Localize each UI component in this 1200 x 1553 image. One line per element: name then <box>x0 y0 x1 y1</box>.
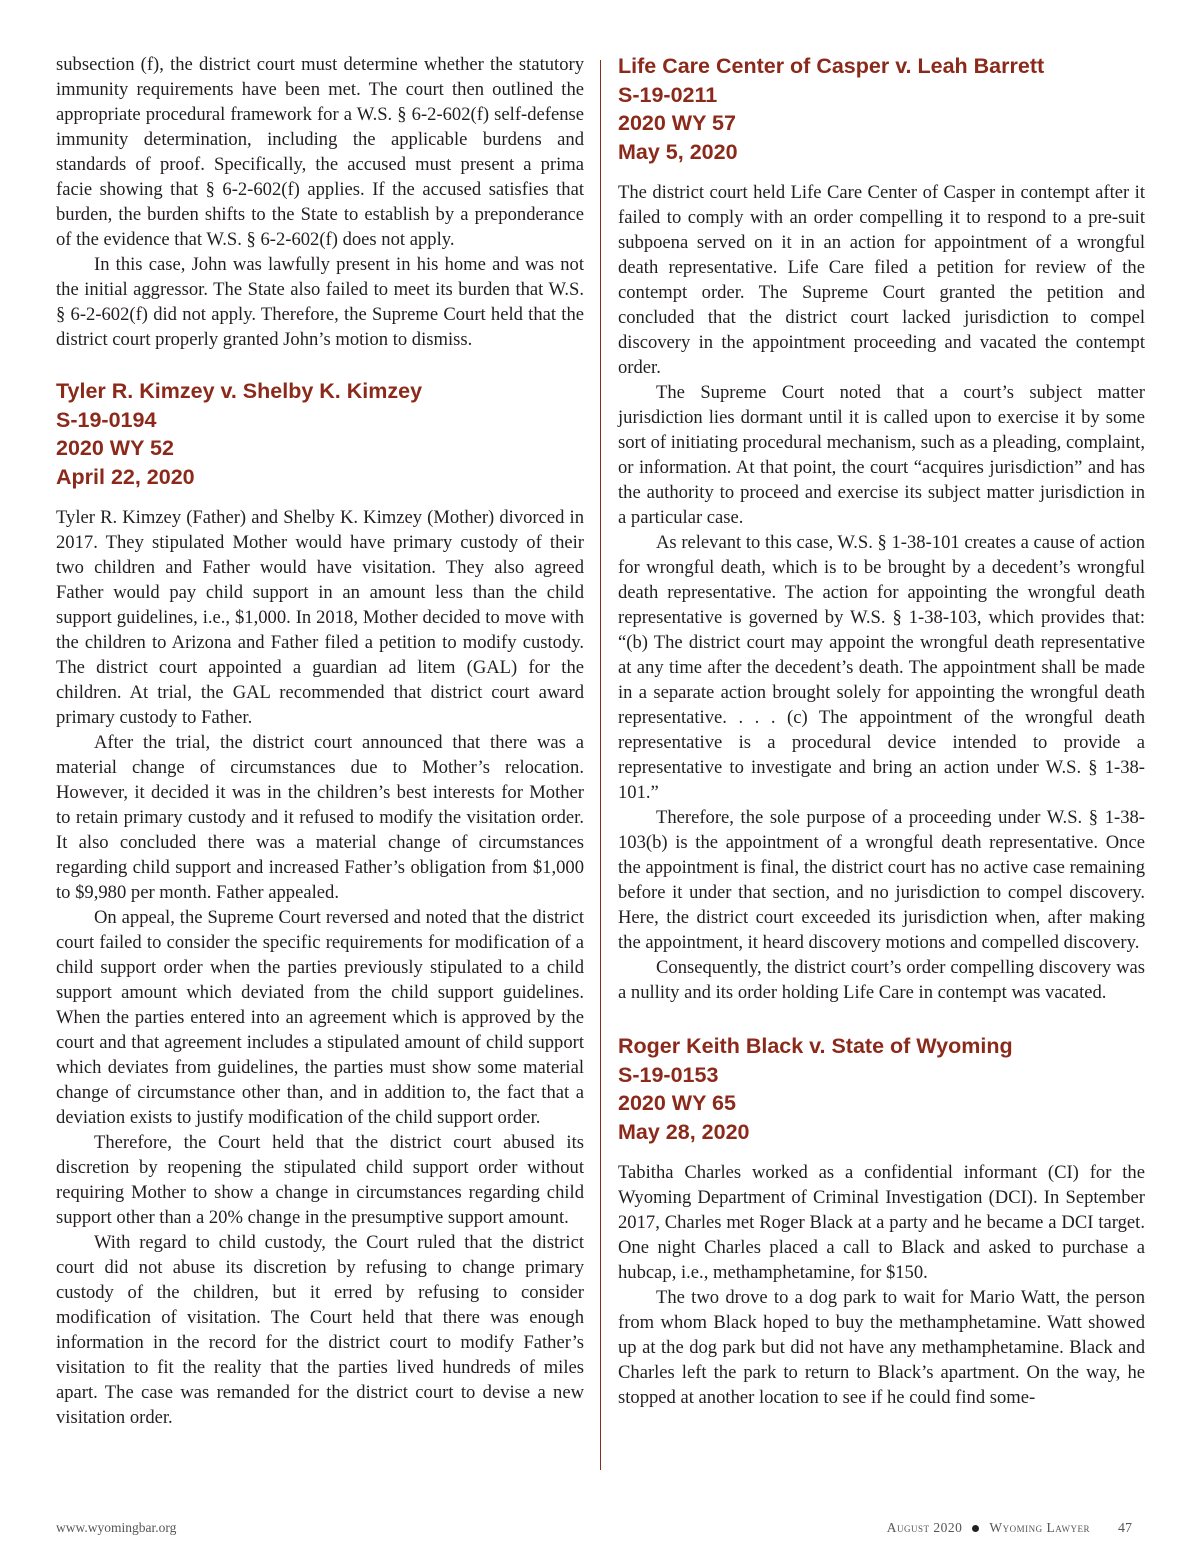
right-column <box>618 52 1145 1410</box>
paragraph: The Supreme Court noted that a court’s subject matter jurisdiction lies dormant until it is called upon to exercise it by some sort of initiating procedural mechanism, such as a pleading, complaint, or information. At that point, the court “acquires jurisdiction” and has the authority to proceed and exercise its subject matter jurisdiction in a particular case. <box>618 382 1145 528</box>
paragraph: Tabitha Charles worked as a confidential informant (CI) for the Wyoming Department of Criminal Investigation (DCI). In September 2017, Charles met Roger Black at a party and he became a DCI target. One night Charles placed a call to Black and asked to purchase a hubcap, i.e., methamphetamine, for $150. <box>618 1162 1145 1283</box>
case-docket: S-19-0153 <box>618 1062 719 1087</box>
paragraph: With regard to child custody, the Court ruled that the district court did not abuse its discretion by refusing to change primary custody of the children, but it erred by refusing to consider modification of visitation. The Court held that there was enough information in the record for the district court to modify Father’s visitation to fit the reality that the parties lived hundreds of miles apart. The case was remanded for the district court to devise a new visitation order. <box>56 1232 584 1428</box>
footer-publication: Wyoming Lawyer <box>989 1520 1090 1535</box>
case-docket: S-19-0194 <box>56 407 157 432</box>
page-number: 47 <box>1118 1521 1132 1536</box>
case-summary-kimzey <box>56 377 584 1430</box>
case-docket: S-19-0211 <box>618 82 718 107</box>
case-summary-life-care <box>618 52 1145 1005</box>
paragraph: As relevant to this case, W.S. § 1-38-101 creates a cause of action for wrongful death, which is to be brought by a decedent’s wrongful death representative. The action for appointing the wrongful death representative is governed by W.S. § 1-38-103, which provides that: “(b) The district court may appoint the wrongful death representative at any time after the decedent’s death. The appointment shall be made in a separate action brought solely for appointing the wrongful death representative. . . . (c) The appointment of the wrongful death representative is a procedural device intended to provide a representative to investigate and bring an action under W.S. § 1-38-101.” <box>618 532 1145 803</box>
paragraph: The two drove to a dog park to wait for Mario Watt, the person from whom Black hoped to buy the methamphetamine. Watt showed up at the dog park but did not have any methamphetamine. Black and Charles left the park to return to Black’s apartment. On the way, he stopped at another location to see if he could find some- <box>618 1287 1145 1408</box>
paragraph: Tyler R. Kimzey (Father) and Shelby K. Kimzey (Mother) divorced in 2017. They stipulated Mother would have primary custody of their two children and Father would have visitation. They also agreed Father would pay child support in an amount less than the child support guidelines, i.e., $1,000. In 2018, Mother decided to move with the children to Arizona and Father filed a petition to modify custody. The district court appointed a guardian ad litem (GAL) for the children. At trial, the GAL recommended that district court award primary custody to Father. <box>56 507 584 728</box>
footer-month: August 2020 <box>886 1520 963 1535</box>
paragraph: subsection (f), the district court must determine whether the statutory immunity requirements have been met. The court then outlined the appropriate procedural framework for a W.S. § 6-2-602(f) self-defense immunity determination, including the applicable burdens and standards of proof. Specifically, the accused must present a prima facie showing that § 6-2-602(f) applies. If the accused satisfies that burden, the burden shifts to the State to establish by a preponderance of the evidence that W.S. § 6-2-602(f) does not apply. <box>56 54 584 250</box>
page-footer <box>56 1520 1144 1540</box>
case-citation: 2020 WY 57 <box>618 111 736 135</box>
paragraph: In this case, John was lawfully present in his home and was not the initial aggressor. The State also failed to meet its burden that W.S. § 6-2-602(f) did not apply. Therefore, the Supreme Court held that the district court properly granted John’s motion to dismiss. <box>56 254 584 350</box>
paragraph: On appeal, the Supreme Court reversed and noted that the district court failed to consider the specific requirements for modification of a child support order when the parties previously stipulated to a child support amount which deviated from the child support guidelines. When the parties entered into an agreement which is approved by the court and that agreement includes a stipulated amount of child support which deviates from guidelines, the parties must show some material change of circumstance other than, and in addition to, the fact that a deviation exists to justify modification of the child support order. <box>56 907 584 1128</box>
left-column <box>56 52 584 1430</box>
case-title: Tyler R. Kimzey v. Shelby K. Kimzey <box>56 379 423 403</box>
paragraph: Therefore, the sole purpose of a proceeding under W.S. § 1-38-103(b) is the appointment of a wrongful death representative. Once the appointment is final, the district court has no active case remaining before it under that section, and no jurisdiction to compel discovery. Here, the district court exceeded its jurisdiction when, after making the appointment, it heard discovery motions and compelled discovery. <box>618 807 1145 953</box>
footer-running-head <box>887 1520 1132 1537</box>
case-date: April 22, 2020 <box>56 464 195 489</box>
paragraph: After the trial, the district court announced that there was a material change of circumstances due to Mother’s relocation. However, it decided it was in the children’s best interests for Mother to retain primary custody and it refused to modify the visitation order. It also concluded there was a material change of circumstances regarding child support and increased Father’s obligation from $1,000 to $9,980 per month. Father appealed. <box>56 732 584 903</box>
paragraph: Therefore, the Court held that the district court abused its discretion by reopening the stipulated child support order without requiring Mother to show a change in circumstances regarding child support other than a 20% change in the presumptive support amount. <box>56 1132 584 1228</box>
case-title: Life Care Center of Casper v. Leah Barrett <box>618 54 1045 78</box>
continued-article <box>56 52 584 352</box>
case-citation: 2020 WY 65 <box>618 1091 736 1115</box>
case-heading <box>618 1032 1145 1146</box>
case-summary-black <box>618 1032 1145 1410</box>
bullet-icon <box>972 1525 979 1532</box>
case-date: May 5, 2020 <box>618 139 738 164</box>
case-heading <box>618 52 1145 166</box>
case-heading <box>56 377 584 491</box>
case-title: Roger Keith Black v. State of Wyoming <box>618 1034 1013 1058</box>
paragraph: Consequently, the district court’s order compelling discovery was a nullity and its order holding Life Care in contempt was vacated. <box>618 957 1145 1003</box>
footer-website: www.wyomingbar.org <box>56 1520 177 1535</box>
column-divider <box>600 60 601 1470</box>
case-date: May 28, 2020 <box>618 1119 750 1144</box>
case-citation: 2020 WY 52 <box>56 436 174 460</box>
paragraph: The district court held Life Care Center of Casper in contempt after it failed to comply with an order compelling it to respond to a pre-suit subpoena served on it in an action for appointment of a wrongful death representative. Life Care filed a petition for review of the contempt order. The Supreme Court granted the petition and concluded that the district court lacked jurisdiction to compel discovery in the appointment proceeding and vacated the contempt order. <box>618 182 1145 378</box>
